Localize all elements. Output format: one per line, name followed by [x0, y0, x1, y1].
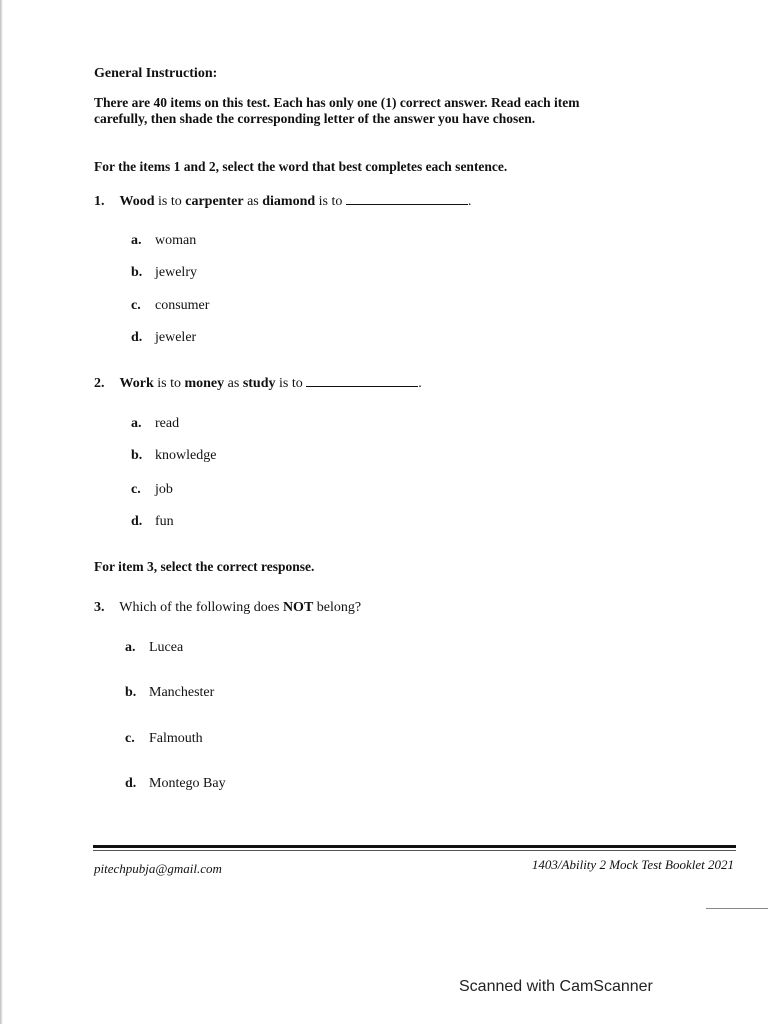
question-1-option-b[interactable] — [131, 265, 197, 281]
option-text: Manchester — [149, 685, 215, 700]
question-3-option-c[interactable] — [125, 731, 203, 747]
question-1-text-3: is to — [315, 194, 346, 209]
option-text: jewelry — [155, 265, 197, 280]
option-letter: c. — [131, 482, 141, 497]
general-instruction-heading: General Instruction: — [94, 66, 218, 81]
option-text: woman — [155, 233, 197, 248]
question-1 — [94, 192, 471, 210]
question-3-emphasis: NOT — [282, 600, 314, 615]
option-letter: c. — [131, 298, 141, 313]
option-letter: d. — [131, 330, 143, 345]
question-2-option-b[interactable] — [131, 448, 216, 464]
option-text: read — [155, 416, 180, 431]
question-1-option-c[interactable] — [131, 298, 209, 314]
question-3-option-b[interactable] — [125, 685, 214, 701]
footer-rule-thin — [93, 850, 736, 851]
question-2-text-1: is to — [153, 376, 185, 391]
question-3-text-pre: Which of the following does — [119, 600, 283, 615]
option-letter: a. — [131, 416, 142, 431]
question-2-answer-blank — [306, 374, 418, 387]
question-2-number: 2. — [94, 376, 105, 391]
option-text: Montego Bay — [149, 776, 226, 791]
option-text: Falmouth — [149, 731, 203, 746]
question-2-option-c[interactable] — [131, 482, 173, 498]
option-letter: a. — [125, 640, 136, 655]
option-letter: b. — [131, 265, 143, 280]
option-text: knowledge — [155, 448, 217, 463]
option-letter: d. — [131, 514, 143, 529]
question-2-option-a[interactable] — [131, 416, 179, 432]
question-1-end: . — [467, 194, 472, 209]
question-1-option-d[interactable] — [131, 330, 196, 346]
question-3-number: 3. — [94, 600, 105, 615]
footer-booklet-title: 1403/Ability 2 Mock Test Booklet 2021 — [531, 857, 734, 872]
question-3-text-post: belong? — [313, 600, 362, 615]
option-letter: d. — [125, 776, 137, 791]
question-1-text-1: is to — [154, 194, 186, 209]
option-letter: b. — [131, 448, 143, 463]
question-1-word-1: Wood — [119, 194, 155, 209]
scan-edge-mark — [706, 908, 768, 909]
option-text: job — [155, 482, 173, 497]
question-2 — [94, 374, 422, 392]
question-2-word-3: study — [242, 376, 276, 391]
question-1-answer-blank — [346, 192, 468, 205]
footer-email: pitechpubja@gmail.com — [94, 861, 222, 876]
section-1-instruction: For the items 1 and 2, select the word that best completes each sentence. — [94, 159, 508, 174]
option-text: Lucea — [149, 640, 184, 655]
question-2-text-3: is to — [275, 376, 307, 391]
question-2-option-d[interactable] — [131, 514, 174, 530]
question-3-option-a[interactable] — [125, 640, 183, 656]
question-2-word-1: Work — [119, 376, 154, 391]
question-2-end: . — [418, 376, 422, 391]
option-letter: b. — [125, 685, 137, 700]
question-1-word-3: diamond — [262, 194, 316, 209]
option-letter: a. — [131, 233, 142, 248]
footer-rule — [93, 845, 736, 848]
option-text: consumer — [155, 298, 210, 313]
page-edge-shadow — [0, 0, 3, 1024]
question-2-text-2: as — [224, 376, 243, 391]
option-text: jeweler — [155, 330, 197, 345]
question-1-word-2: carpenter — [185, 194, 244, 209]
question-3-option-d[interactable] — [125, 776, 226, 792]
general-instruction-line-2: carefully, then shade the corresponding letter of the answer you have chosen. — [94, 111, 536, 126]
section-2-instruction: For item 3, select the correct response. — [94, 559, 315, 574]
question-3 — [94, 600, 361, 616]
question-1-number: 1. — [94, 194, 105, 209]
question-1-option-a[interactable] — [131, 233, 196, 249]
general-instruction-line-1: There are 40 items on this test. Each has only one (1) correct answer. Read each item — [94, 95, 580, 110]
option-letter: c. — [125, 731, 135, 746]
camscanner-watermark: Scanned with CamScanner — [459, 978, 653, 995]
option-text: fun — [155, 514, 174, 529]
question-2-word-2: money — [184, 376, 225, 391]
question-1-text-2: as — [243, 194, 263, 209]
